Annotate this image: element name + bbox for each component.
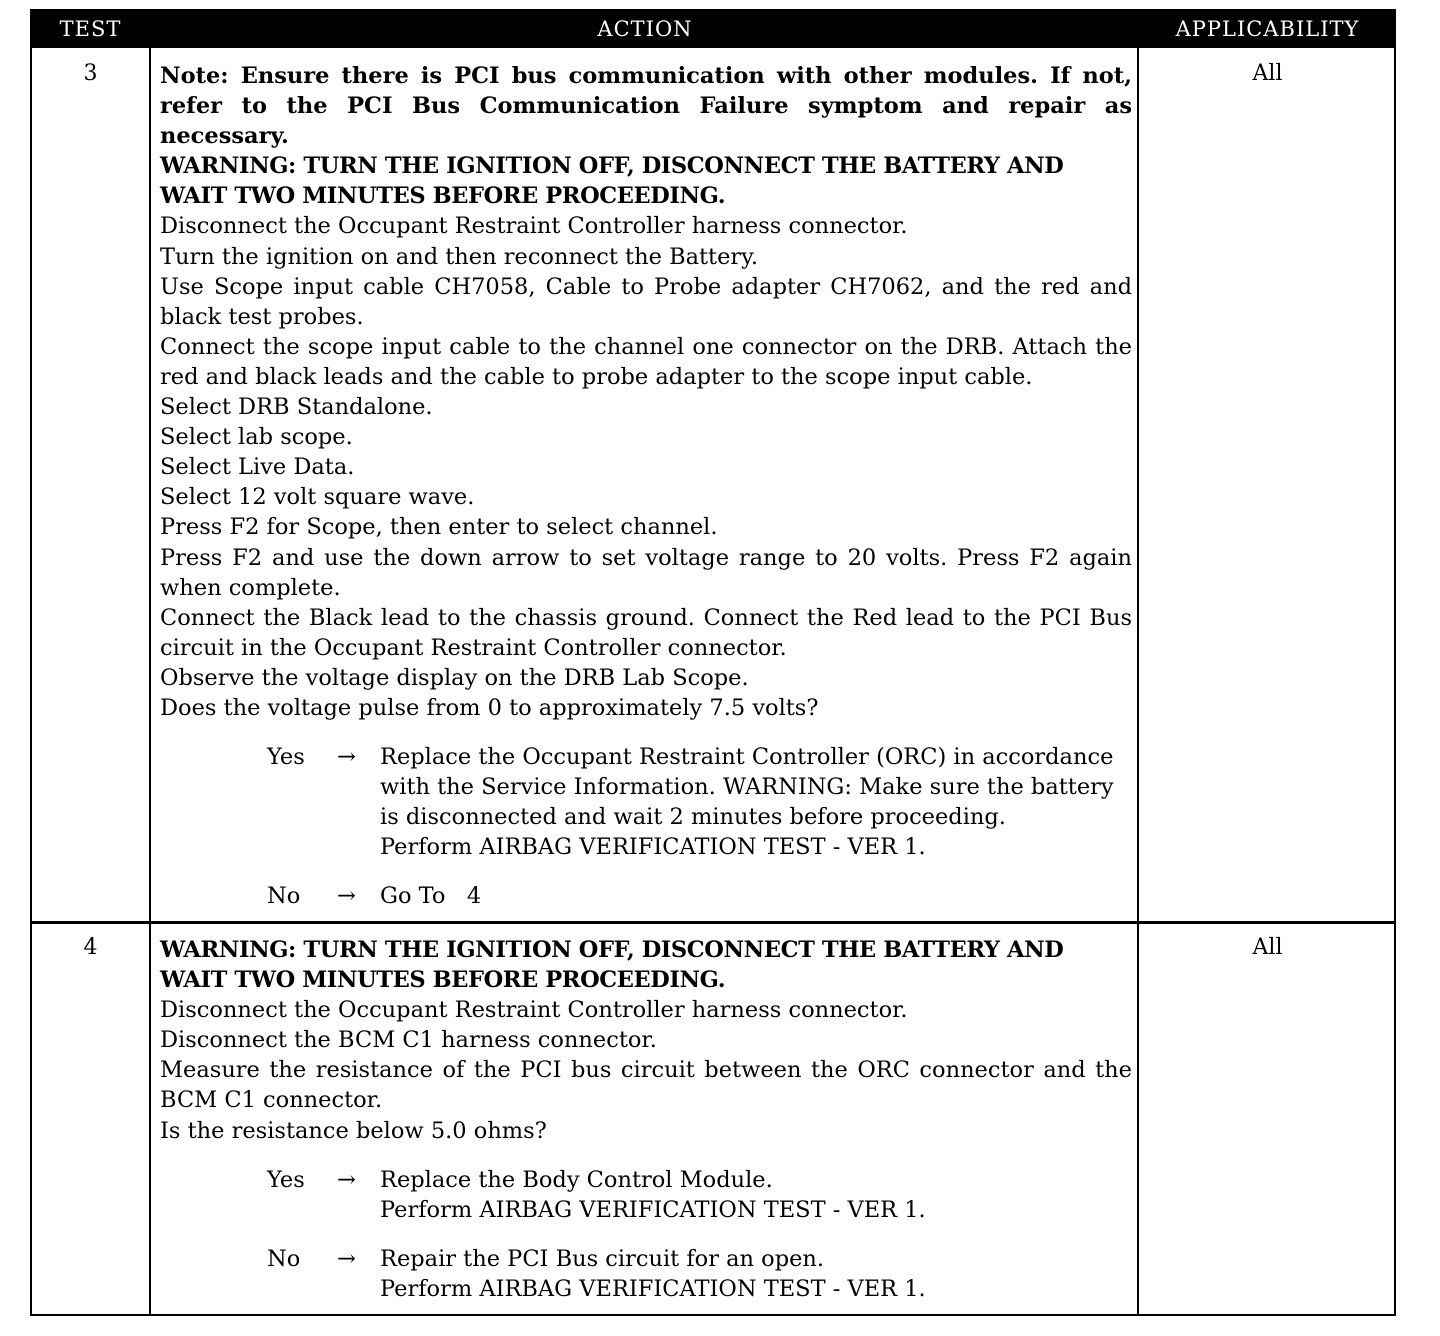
answer-label: No: [267, 1245, 301, 1272]
row-3-note: Note: Ensure there is PCI bus communication with other modules. If not, refer to the PCI Bus Communication Failure symptom and repair as necessary.: [160, 63, 1132, 150]
arrow-right-icon: →: [337, 1166, 356, 1193]
table-header: [30, 9, 1396, 48]
answer-label: No: [267, 883, 301, 910]
answer-no: [160, 881, 1132, 911]
step: Is the resistance below 5.0 ohms?: [160, 1117, 547, 1144]
step: Select Live Data.: [160, 454, 355, 481]
answer-line: Replace the Occupant Restraint Controller (ORC) in accordance: [380, 744, 1114, 771]
arrow-right-icon: →: [337, 744, 356, 771]
answer-label: Yes: [267, 744, 305, 771]
row-3-test-number: 3: [83, 61, 98, 86]
answer-label: Yes: [267, 1166, 305, 1193]
step: Turn the ignition on and then reconnect the Battery.: [160, 243, 759, 270]
step: Select 12 volt square wave.: [160, 484, 475, 511]
diagnostic-table: [30, 9, 1396, 1318]
row-4-applicability: All: [1252, 935, 1283, 960]
row-4-action: [160, 935, 1132, 1304]
step: Connect the scope input cable to the channel one connector on the DRB. Attach the red and black leads and the cable to probe adapter to the scope input cable.: [160, 333, 1132, 390]
step: Select DRB Standalone.: [160, 394, 433, 421]
header-action: ACTION: [597, 17, 693, 41]
step: Observe the voltage display on the DRB Lab Scope.: [160, 664, 749, 691]
answer-text: Go To 4: [380, 883, 482, 910]
step: Disconnect the BCM C1 harness connector.: [160, 1027, 657, 1054]
step: Select lab scope.: [160, 424, 353, 451]
answer-line: Perform AIRBAG VERIFICATION TEST - VER 1.: [380, 1196, 926, 1223]
answer-no: [160, 1244, 1132, 1304]
arrow-right-icon: →: [337, 883, 356, 910]
step: Does the voltage pulse from 0 to approximately 7.5 volts?: [160, 694, 819, 721]
row-3-action: [160, 61, 1132, 912]
step: Connect the Black lead to the chassis ground. Connect the Red lead to the PCI Bus circuit in the Occupant Restraint Controller connector.: [160, 604, 1132, 661]
answer-line: with the Service Information. WARNING: Make sure the battery: [380, 774, 1114, 801]
column-divider: [1137, 48, 1139, 1316]
answer-line: Repair the PCI Bus circuit for an open.: [380, 1245, 825, 1272]
row-3-warning: WARNING: TURN THE IGNITION OFF, DISCONNECT THE BATTERY AND WAIT TWO MINUTES BEFORE PROCEEDING.: [160, 153, 1064, 210]
answer-text: [380, 742, 1132, 862]
column-divider: [149, 48, 151, 1316]
row-4-warning: WARNING: TURN THE IGNITION OFF, DISCONNECT THE BATTERY AND WAIT TWO MINUTES BEFORE PROCEEDING.: [160, 937, 1064, 994]
answer-yes: [160, 742, 1132, 862]
row-divider: [30, 921, 1396, 924]
answer-text: [380, 1165, 1132, 1225]
arrow-right-icon: →: [337, 1245, 356, 1272]
step: Press F2 and use the down arrow to set voltage range to 20 volts. Press F2 again when complete.: [160, 544, 1132, 601]
step: Measure the resistance of the PCI bus circuit between the ORC connector and the BCM C1 connector.: [160, 1057, 1132, 1114]
answer-text: [380, 1244, 1132, 1304]
step: Press F2 for Scope, then enter to select channel.: [160, 514, 718, 541]
step: Disconnect the Occupant Restraint Controller harness connector.: [160, 997, 908, 1024]
answer-line: Replace the Body Control Module.: [380, 1166, 773, 1193]
row-3-applicability: All: [1252, 61, 1283, 86]
header-test: TEST: [59, 17, 122, 41]
header-applicability: APPLICABILITY: [1175, 17, 1360, 41]
answer-yes: [160, 1165, 1132, 1225]
step: Use Scope input cable CH7058, Cable to Probe adapter CH7062, and the red and black test probes.: [160, 273, 1132, 330]
answer-line: is disconnected and wait 2 minutes before proceeding.: [380, 804, 1006, 831]
answer-line: Perform AIRBAG VERIFICATION TEST - VER 1.: [380, 1275, 926, 1302]
step: Disconnect the Occupant Restraint Controller harness connector.: [160, 213, 908, 240]
row-4-test-number: 4: [83, 935, 98, 960]
answer-line: Perform AIRBAG VERIFICATION TEST - VER 1.: [380, 834, 926, 861]
